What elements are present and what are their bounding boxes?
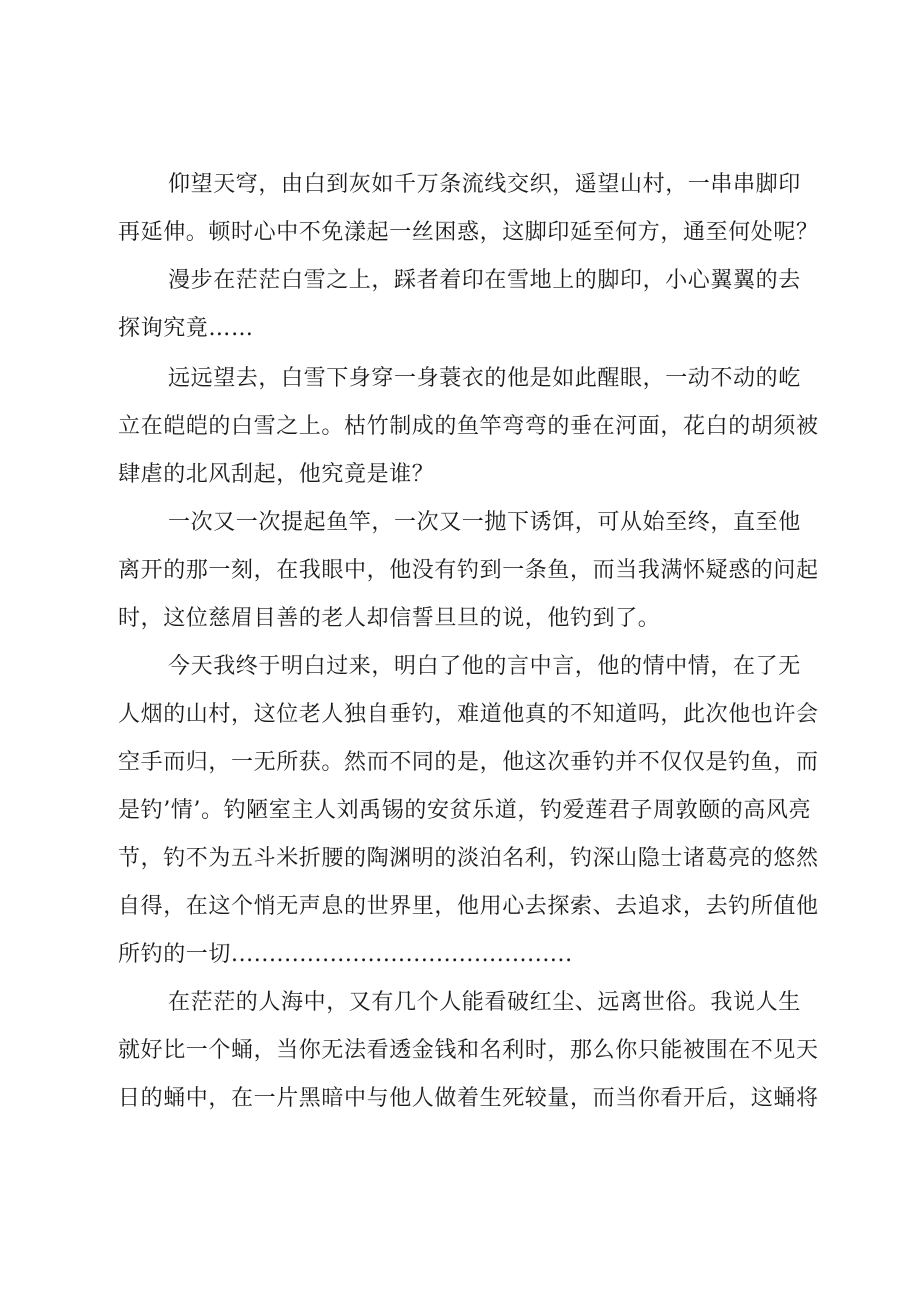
text-line (0, 162, 920, 208)
line-text: 今天我终于明白过来，明白了他的言中言，他的情中情，在了无 (168, 654, 801, 679)
text-line (0, 356, 920, 402)
text-line (0, 500, 920, 546)
line-text: 所钓的一切............................................. (118, 942, 573, 967)
text-line (0, 258, 920, 304)
line-text: 肆虐的北风刮起，他究竟是谁？ (118, 462, 435, 487)
line-text: 再延伸。顿时心中不免漾起一丝困惑，这脚印延至何方，通至何处呢？ (118, 220, 819, 245)
line-text: 仰望天穹，由白到灰如千万条流线交织，遥望山村，一串串脚印 (168, 172, 801, 197)
text-line (0, 452, 920, 498)
text-line (0, 1028, 920, 1074)
text-line (0, 1076, 920, 1122)
text-line (0, 980, 920, 1026)
line-text: 漫步在茫茫白雪之上，踩者着印在雪地上的脚印，小心翼翼的去 (168, 268, 801, 293)
text-line (0, 404, 920, 450)
line-text: 在茫茫的人海中，又有几个人能看破红尘、远离世俗。我说人生 (168, 990, 801, 1015)
text-line (0, 548, 920, 594)
line-text: 自得，在这个悄无声息的世界里，他用心去探索、去追求，去钓所值他 (118, 894, 819, 919)
text-line (0, 788, 920, 834)
line-text: 日的蛹中，在一片黑暗中与他人做着生死较量，而当你看开后，这蛹将 (118, 1086, 819, 1111)
line-text: 远远望去，白雪下身穿一身蓑衣的他是如此醒眼，一动不动的屹 (168, 366, 801, 391)
line-text: 人烟的山村，这位老人独自垂钓，难道他真的不知道吗，此次他也许会 (118, 702, 819, 727)
text-line (0, 692, 920, 738)
text-line (0, 596, 920, 642)
text-line (0, 644, 920, 690)
text-line (0, 932, 920, 978)
text-line (0, 836, 920, 882)
line-text: 立在皑皑的白雪之上。枯竹制成的鱼竿弯弯的垂在河面，花白的胡须被 (118, 414, 819, 439)
line-text: 离开的那一刻，在我眼中，他没有钓到一条鱼，而当我满怀疑惑的问起 (118, 558, 819, 583)
line-text: 是钓’情’。钓陋室主人刘禹锡的安贫乐道，钓爱莲君子周敦颐的高风亮 (118, 798, 812, 823)
text-line (0, 884, 920, 930)
line-text: 时，这位慈眉目善的老人却信誓旦旦的说，他钓到了。 (118, 606, 661, 631)
line-text: 探询究竟…… (118, 316, 254, 341)
text-line (0, 306, 920, 352)
text-line (0, 740, 920, 786)
line-text: 节，钓不为五斗米折腰的陶渊明的淡泊名利，钓深山隐士诸葛亮的悠然 (118, 846, 819, 871)
line-text: 空手而归，一无所获。然而不同的是，他这次垂钓并不仅仅是钓鱼，而 (118, 750, 819, 775)
line-text: 就好比一个蛹，当你无法看透金钱和名利时，那么你只能被围在不见天 (118, 1038, 819, 1063)
line-text: 一次又一次提起鱼竿，一次又一抛下诱饵，可从始至终，直至他 (168, 510, 801, 535)
text-line (0, 210, 920, 256)
